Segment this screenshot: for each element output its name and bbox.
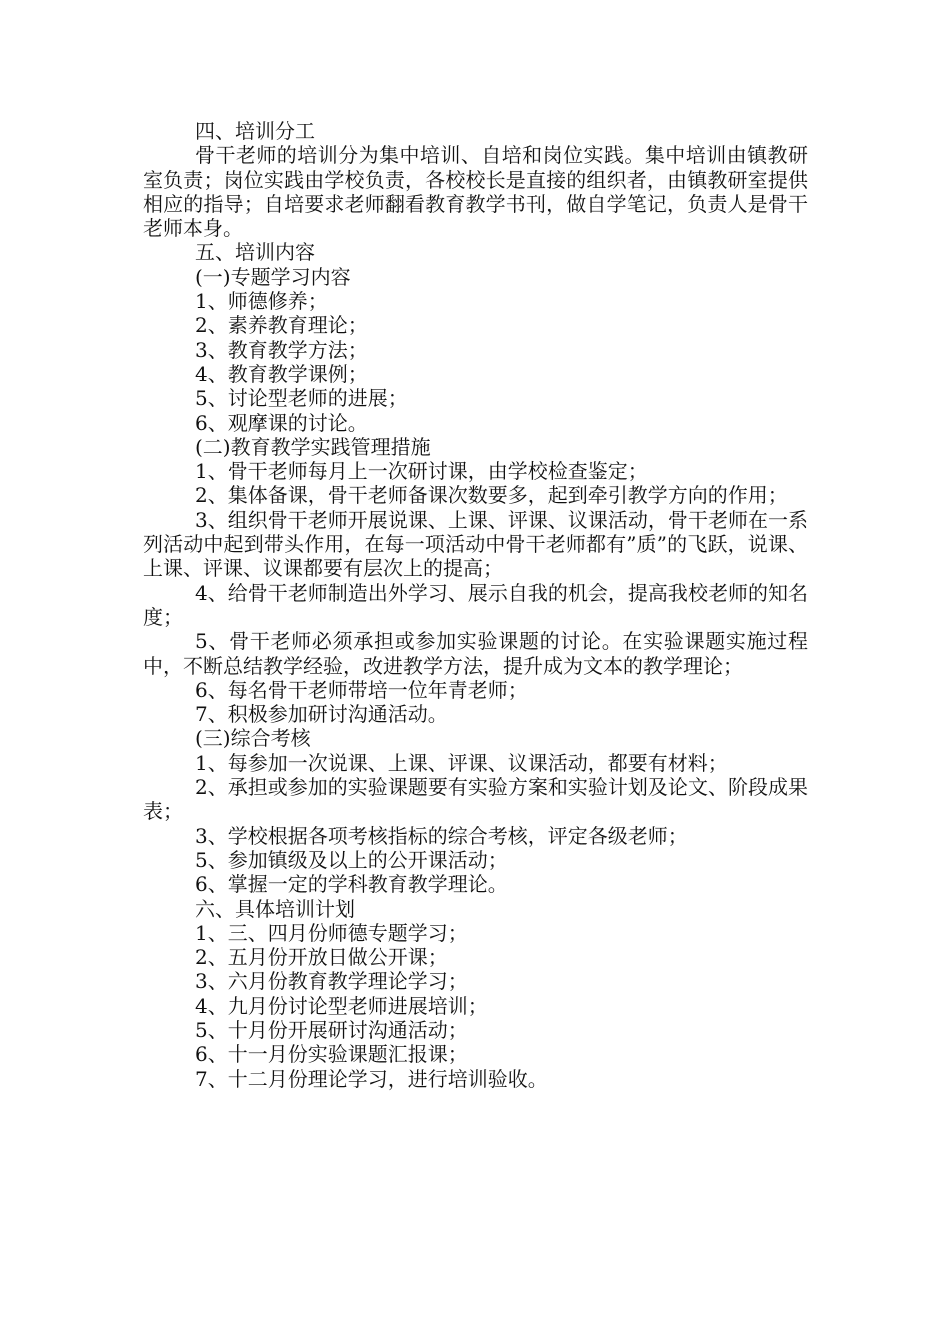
subsection-heading: (一)专题学习内容 [195,264,351,289]
list-item: 3、组织骨干老师开展说课、上课、评课、议课活动，骨干老师在一系列活动中起到带头作用，在每一项活动中骨干老师都有”质”的飞跃，说课、上课、评课、议课都要有层次上的提高； [143,507,808,581]
list-item: 1、三、四月份师德专题学习； [195,920,468,945]
list-item: 5、参加镇级及以上的公开课活动； [195,847,508,872]
list-item: 3、学校根据各项考核指标的综合考核，评定各级老师； [195,823,688,848]
list-item: 2、集体备课，骨干老师备课次数要多，起到牵引教学方向的作用； [195,483,788,508]
body-paragraph: 骨干老师的培训分为集中培训、自培和岗位实践。集中培训由镇教研室负责；岗位实践由学校负责，各校校长是直接的组织者，由镇教研室提供相应的指导；自培要求老师翻看教育教学书刊，做自学笔记，负责人是骨干老师本身。 [143,143,808,241]
list-item: 4、教育教学课例； [195,361,368,386]
list-item: 6、十一月份实验课题汇报课； [195,1042,468,1067]
list-item: 6、观摩课的讨论。 [195,410,368,435]
list-item: 2、五月份开放日做公开课； [195,945,448,970]
list-item: 2、承担或参加的实验课题要有实验方案和实验计划及论文、阶段成果表； [143,775,808,824]
list-item: 3、六月份教育教学理论学习； [195,969,468,994]
list-item: 7、十二月份理论学习，进行培训验收。 [195,1066,548,1091]
list-item: 6、掌握一定的学科教育教学理论。 [195,872,508,897]
subsection-heading: (三)综合考核 [195,726,311,751]
subsection-heading: (二)教育教学实践管理措施 [195,434,431,459]
list-item: 4、给骨干老师制造出外学习、展示自我的机会，提高我校老师的知名度； [143,580,808,629]
list-item: 1、师德修养； [195,289,328,314]
list-item: 6、每名骨干老师带培一位年青老师； [195,677,528,702]
section-heading: 五、培训内容 [195,240,315,265]
list-item: 4、九月份讨论型老师进展培训； [195,993,488,1018]
section-heading: 六、具体培训计划 [195,896,355,921]
list-item: 1、骨干老师每月上一次研讨课，由学校检查鉴定； [195,459,648,484]
list-item: 3、教育教学方法； [195,337,368,362]
section-heading: 四、培训分工 [195,119,315,143]
list-item: 5、骨干老师必须承担或参加实验课题的讨论。在实验课题实施过程中，不断总结教学经验，改进教学方法，提升成为文本的教学理论； [143,629,808,678]
list-item: 7、积极参加研讨沟通活动。 [195,702,448,727]
list-item: 5、十月份开展研讨沟通活动； [195,1017,468,1042]
list-item: 1、每参加一次说课、上课、评课、议课活动，都要有材料； [195,750,728,775]
list-item: 5、讨论型老师的进展； [195,386,408,411]
list-item: 2、素养教育理论； [195,313,368,338]
document-body [143,119,808,1091]
